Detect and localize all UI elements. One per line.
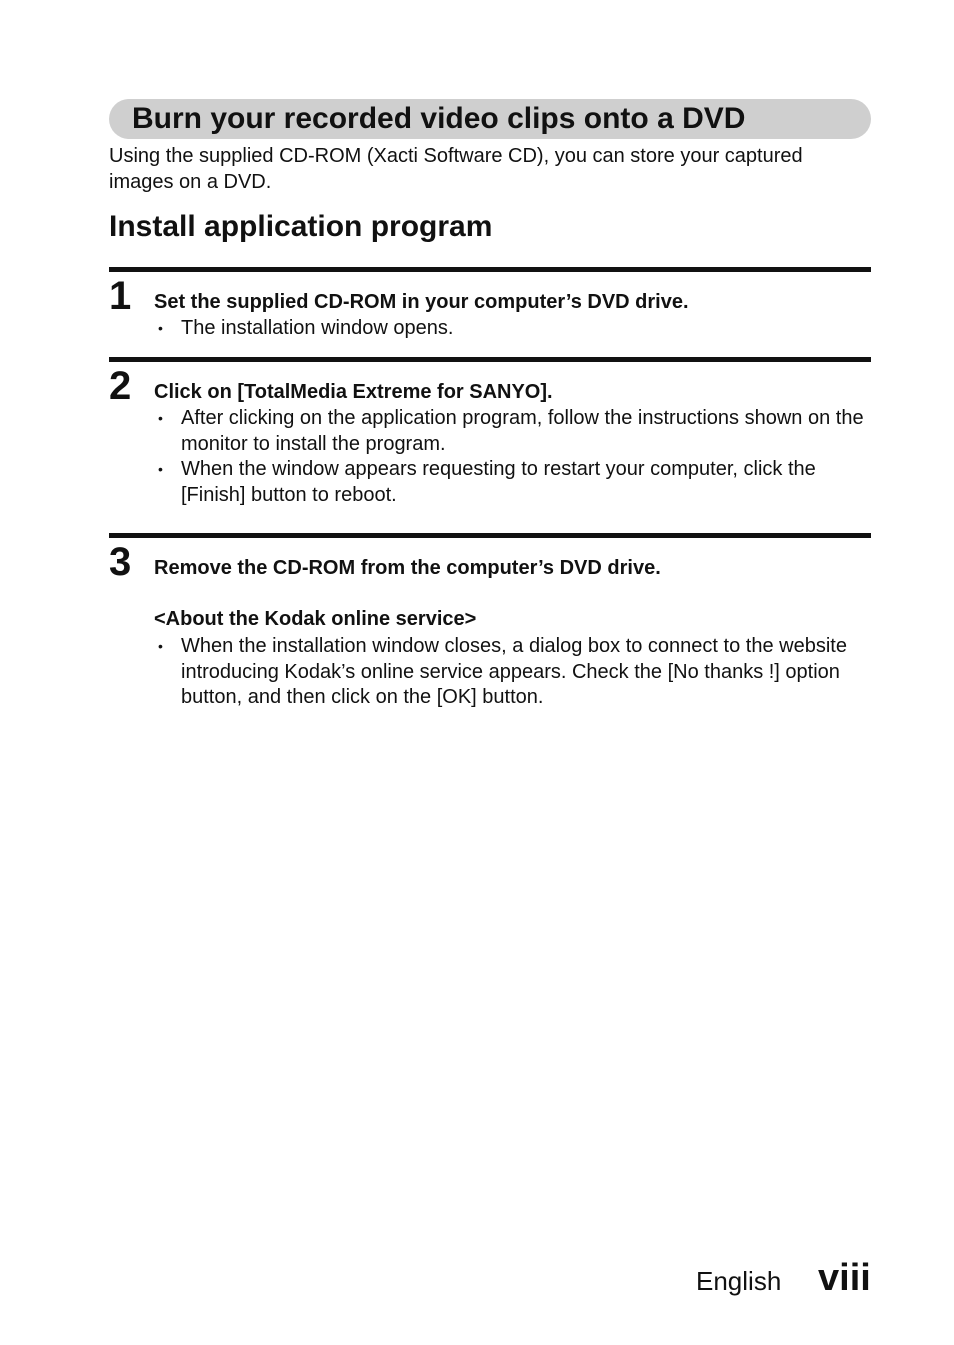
step-title: Remove the CD-ROM from the computer’s DVD drive.	[154, 557, 661, 579]
bullet-text: The installation window opens.	[181, 317, 454, 339]
bullet-text: When the installation window closes, a dialog box to connect to the website introducing Kodak’s online service appears. Check the [No thanks !] option button, and then click on the [OK] button.	[181, 635, 847, 708]
step-title: Set the supplied CD-ROM in your computer’s DVD drive.	[154, 291, 689, 313]
list-item	[154, 634, 871, 711]
step-number: 1	[109, 274, 132, 318]
list-item	[154, 457, 871, 508]
bullet-dot: •	[158, 461, 163, 477]
bullet-text: When the window appears requesting to restart your computer, click the [Finish] button to reboot.	[181, 458, 816, 506]
about-kodak-heading: <About the Kodak online service>	[154, 608, 477, 630]
bullet-dot: •	[158, 638, 163, 654]
step-3	[109, 533, 871, 728]
list-item	[154, 316, 871, 342]
step-number: 3	[109, 540, 132, 584]
step-1	[109, 267, 871, 357]
step-2	[109, 357, 871, 532]
bullet-text: After clicking on the application program, follow the instructions shown on the monitor to install the program.	[181, 407, 864, 455]
intro-paragraph: Using the supplied CD-ROM (Xacti Software CD), you can store your captured images on a DVD.	[109, 145, 803, 193]
install-subheading: Install application program	[109, 210, 493, 243]
page-number: viii	[818, 1257, 871, 1299]
bullet-dot: •	[158, 410, 163, 426]
step-title: Click on [TotalMedia Extreme for SANYO].	[154, 381, 553, 403]
step-number: 2	[109, 364, 132, 408]
list-item	[154, 406, 871, 457]
step-bullets	[154, 316, 871, 342]
bullet-dot: •	[158, 320, 163, 336]
footer-language: English	[696, 1266, 782, 1296]
section-title-banner: Burn your recorded video clips onto a DVD	[109, 99, 871, 139]
step-bullets	[154, 634, 871, 711]
step-bullets	[154, 406, 871, 508]
